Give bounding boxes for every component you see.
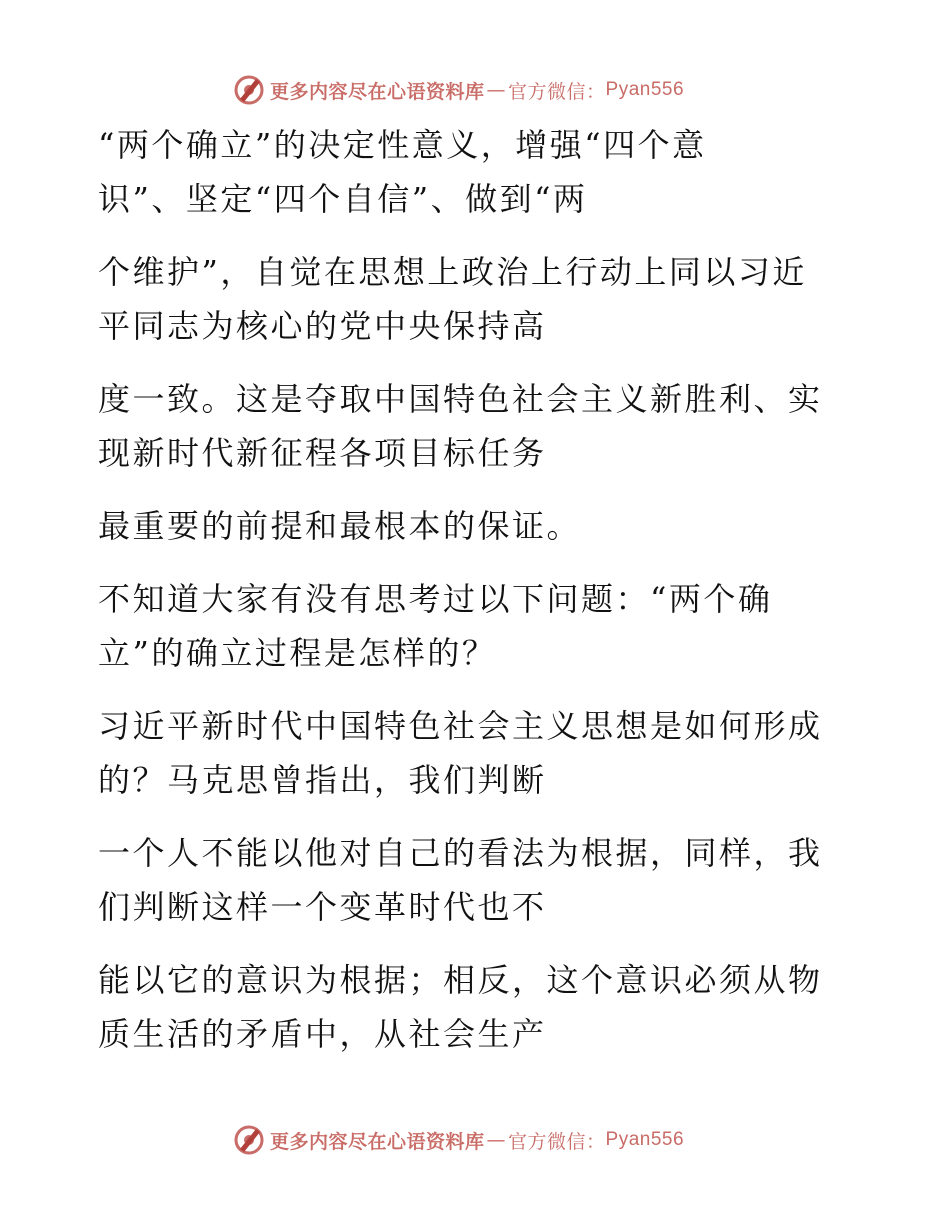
watermark-wechat-id: Pyan556 (605, 1129, 685, 1150)
paragraph (98, 245, 858, 353)
paragraph (98, 953, 858, 1061)
text-line: 能以它的意识为根据；相反，这个意识必须从物 (98, 961, 823, 999)
paragraph (98, 372, 858, 480)
watermark-brand: 更多内容尽在心语资料库 (270, 1130, 485, 1153)
paragraph (98, 118, 858, 226)
text-line: 现新时代新征程各项目标任务 (98, 434, 547, 472)
text-line: 们判断这样一个变革时代也不 (98, 888, 547, 926)
paragraph (98, 699, 858, 807)
text-line: 识”、坚定“四个自信”、做到“两 (98, 180, 588, 218)
text-line: 个维护”，自觉在思想上政治上行动上同以习近 (98, 253, 807, 291)
pen-logo-icon (232, 1123, 266, 1157)
text-line: 一个人不能以他对自己的看法为根据，同样，我 (98, 834, 823, 872)
header-watermark (232, 70, 752, 110)
footer-watermark (232, 1120, 752, 1160)
text-line: 平同志为核心的党中央保持高 (98, 307, 547, 345)
watermark-wechat-label: 官方微信： (508, 80, 606, 103)
text-line: 的？马克思曾指出，我们判断 (98, 761, 547, 799)
document-body (98, 118, 858, 1080)
watermark-wechat-id: Pyan556 (605, 79, 685, 100)
text-line: 度一致。这是夺取中国特色社会主义新胜利、实 (98, 380, 823, 418)
watermark-dash: — (486, 1129, 507, 1151)
watermark-wechat-label: 官方微信： (508, 1130, 606, 1153)
paragraph (98, 826, 858, 934)
text-line: 立”的确立过程是怎样的？ (98, 634, 497, 672)
text-line: 不知道大家有没有思考过以下问题：“两个确 (98, 580, 773, 618)
text-line: 质生活的矛盾中，从社会生产 (98, 1015, 547, 1053)
watermark-dash: — (486, 79, 507, 101)
watermark-brand: 更多内容尽在心语资料库 (270, 80, 485, 103)
paragraph (98, 499, 858, 553)
text-line: “两个确立”的决定性意义，增强“四个意 (98, 126, 707, 164)
text-line: 习近平新时代中国特色社会主义思想是如何形成 (98, 707, 823, 745)
paragraph (98, 572, 858, 680)
pen-logo-icon (232, 73, 266, 107)
text-line: 最重要的前提和最根本的保证。 (98, 507, 582, 545)
